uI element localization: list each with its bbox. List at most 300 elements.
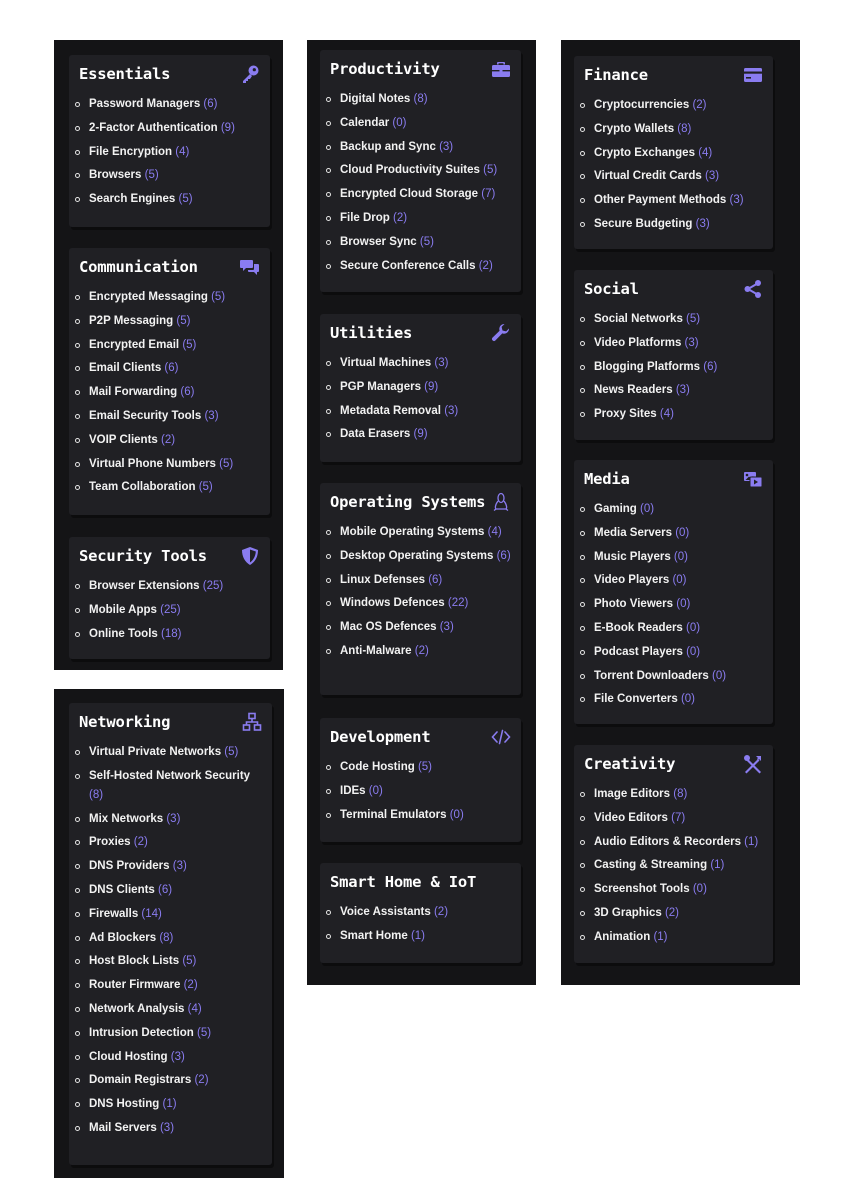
category-link-podcast-players[interactable] (579, 643, 767, 662)
category-count: (2) (133, 836, 148, 849)
credit-card-icon (743, 65, 763, 85)
category-link-e-book-readers[interactable] (579, 619, 767, 638)
category-count: (2) (478, 259, 493, 272)
category-count: (8) (673, 788, 688, 800)
card-creativity (574, 745, 773, 963)
category-link-dns-providers[interactable] (74, 857, 266, 876)
category-label: Network Analysis (89, 1002, 185, 1015)
category-label: Linux Defenses (340, 573, 425, 586)
category-link-proxies[interactable] (74, 833, 266, 852)
card-title[interactable]: Essentials (79, 65, 171, 83)
category-link-media-servers[interactable] (579, 524, 767, 543)
category-count: (3) (684, 336, 699, 349)
card-social (574, 270, 773, 440)
category-label: Secure Conference Calls (340, 259, 476, 272)
category-count: (0) (672, 574, 687, 587)
category-count: (5) (198, 481, 213, 494)
category-link-virtual-machines[interactable] (325, 354, 515, 373)
category-list (325, 523, 515, 666)
category-link-host-block-lists[interactable] (74, 952, 266, 971)
category-link-2-factor-authentication[interactable] (74, 119, 264, 138)
card-networking (69, 703, 272, 1165)
category-label: Email Clients (89, 362, 162, 375)
category-link-team-collaboration[interactable] (74, 478, 264, 497)
category-link-mobile-operating-systems[interactable] (325, 523, 515, 542)
category-link-p2p-messaging[interactable] (74, 312, 264, 331)
key-icon (240, 64, 260, 84)
category-link-voip-clients[interactable] (74, 431, 264, 450)
category-count: (1) (162, 1098, 177, 1111)
category-count: (0) (680, 693, 695, 706)
category-label: Browser Extensions (89, 580, 200, 592)
category-link-online-tools[interactable] (74, 625, 264, 644)
category-label: Virtual Machines (340, 357, 432, 369)
category-label: Terminal Emulators (340, 808, 447, 821)
card-title[interactable]: Finance (584, 66, 648, 84)
category-count: (0) (712, 669, 727, 682)
category-link-animation[interactable] (579, 928, 767, 947)
category-label: News Readers (594, 384, 673, 397)
category-count: (9) (220, 121, 235, 134)
category-count: (3) (439, 621, 454, 634)
code-icon (491, 727, 511, 747)
category-count: (5) (483, 164, 498, 177)
category-link-ides[interactable] (325, 782, 515, 801)
category-link-crypto-exchanges[interactable] (579, 144, 767, 163)
shield-icon (240, 546, 260, 566)
photo-video-icon (743, 469, 763, 489)
category-count: (3) (705, 170, 720, 183)
category-label: Cloud Hosting (89, 1050, 168, 1063)
category-count: (2) (664, 906, 680, 919)
category-label: Social Networks (594, 313, 683, 325)
category-link-browser-extensions[interactable] (74, 577, 264, 596)
chat-icon (240, 257, 260, 277)
card-title[interactable]: Productivity (330, 60, 440, 78)
category-label: Crypto Wallets (594, 122, 675, 135)
card-communication (69, 248, 270, 515)
category-label: Other Payment Methods (594, 194, 727, 207)
category-count: (5) (178, 193, 193, 206)
category-count: (5) (224, 746, 239, 758)
category-count: (3) (675, 384, 690, 397)
category-link-browser-sync[interactable] (325, 233, 515, 252)
category-link-video-players[interactable] (579, 571, 767, 590)
category-label: Anti-Malware (340, 644, 412, 657)
category-label: Host Block Lists (89, 955, 180, 968)
category-label: VOIP Clients (89, 433, 158, 446)
category-count: (3) (729, 194, 744, 207)
network-icon (242, 712, 262, 732)
category-count: (25) (202, 580, 224, 592)
category-count: (3) (170, 1050, 185, 1063)
category-list (579, 785, 767, 952)
category-link-proxy-sites[interactable] (579, 405, 767, 424)
category-label: Firewalls (89, 907, 139, 920)
category-count: (6) (158, 883, 173, 896)
category-link-code-hosting[interactable] (325, 758, 515, 777)
category-label: Password Managers (89, 98, 201, 110)
category-label: Media Servers (594, 526, 672, 539)
category-list (579, 96, 767, 239)
category-label: Screenshot Tools (594, 883, 690, 896)
category-label: Mix Networks (89, 812, 164, 825)
category-count: (4) (487, 526, 502, 538)
category-label: Browser Sync (340, 235, 417, 248)
card-smart-home-and-iot (320, 863, 521, 963)
category-count: (7) (671, 811, 686, 824)
category-link-self-hosted-network-security[interactable] (74, 767, 266, 805)
category-link-browsers[interactable] (74, 166, 264, 185)
linux-icon (491, 492, 511, 512)
category-count: (0) (676, 598, 691, 611)
category-count: (3) (434, 357, 449, 369)
category-link-password-managers[interactable] (74, 95, 264, 114)
category-label: 2-Factor Authentication (89, 121, 218, 134)
category-label: Desktop Operating Systems (340, 549, 494, 562)
card-development (320, 718, 521, 842)
category-count: (8) (159, 931, 174, 944)
card-title[interactable]: Communication (79, 258, 198, 276)
category-count: (4) (187, 1002, 202, 1015)
category-label: Video Platforms (594, 336, 682, 349)
category-link-video-editors[interactable] (579, 809, 767, 828)
category-link-file-encryption[interactable] (74, 143, 264, 162)
category-link-file-drop[interactable] (325, 209, 515, 228)
category-label: Music Players (594, 550, 671, 563)
category-link-virtual-phone-numbers[interactable] (74, 455, 264, 474)
category-link-mac-os-defences[interactable] (325, 618, 515, 637)
category-link-intrusion-detection[interactable] (74, 1024, 266, 1043)
category-label: Encrypted Cloud Storage (340, 188, 479, 201)
category-label: Mobile Apps (89, 603, 157, 616)
category-label: Email Security Tools (89, 409, 202, 422)
category-count: (1) (410, 929, 426, 942)
category-label: Self-Hosted Network Security (89, 769, 251, 782)
card-title[interactable]: Security Tools (79, 547, 207, 565)
card-utilities (320, 314, 521, 462)
category-count: (5) (219, 457, 234, 470)
category-label: Podcast Players (594, 645, 683, 658)
share-icon (743, 279, 763, 299)
category-link-screenshot-tools[interactable] (579, 880, 767, 899)
category-count: (0) (686, 621, 701, 634)
category-link-email-clients[interactable] (74, 359, 264, 378)
category-label: Video Editors (594, 811, 668, 824)
category-list (74, 743, 266, 1143)
category-link-router-firmware[interactable] (74, 976, 266, 995)
category-link-encrypted-messaging[interactable] (74, 288, 264, 307)
category-count: (5) (196, 1026, 212, 1039)
category-count: (3) (444, 404, 459, 417)
category-count: (2) (433, 906, 449, 918)
category-link-encrypted-cloud-storage[interactable] (325, 185, 515, 204)
category-label: Search Engines (89, 193, 176, 206)
category-count: (5) (144, 169, 159, 182)
category-label: Virtual Credit Cards (594, 170, 702, 183)
category-link-virtual-private-networks[interactable] (74, 743, 266, 762)
category-link-calendar[interactable] (325, 114, 515, 133)
category-label: DNS Clients (89, 883, 155, 896)
category-link-dns-clients[interactable] (74, 881, 266, 900)
category-link-windows-defences[interactable] (325, 594, 515, 613)
category-link-dns-hosting[interactable] (74, 1095, 266, 1114)
category-count: (3) (166, 812, 181, 825)
category-label: Virtual Phone Numbers (89, 457, 216, 470)
card-title[interactable]: Development (330, 728, 431, 746)
category-link-audio-editors-and-recorders[interactable] (579, 833, 767, 852)
category-label: Metadata Removal (340, 404, 441, 417)
category-link-secure-conference-calls[interactable] (325, 257, 515, 276)
category-link-ad-blockers[interactable] (74, 929, 266, 948)
category-list (74, 288, 264, 502)
category-label: Windows Defences (340, 597, 445, 610)
card-productivity (320, 50, 521, 292)
category-link-cloud-productivity-suites[interactable] (325, 161, 515, 180)
category-count: (2) (183, 979, 198, 992)
category-link-image-editors[interactable] (579, 785, 767, 804)
category-label: Digital Notes (340, 93, 411, 105)
category-list (325, 903, 515, 951)
category-label: DNS Providers (89, 860, 170, 873)
category-count: (7) (481, 188, 496, 201)
category-label: Code Hosting (340, 761, 415, 773)
category-link-cryptocurrencies[interactable] (579, 96, 767, 115)
category-link-file-converters[interactable] (579, 690, 767, 709)
category-count: (3) (172, 860, 187, 873)
category-count: (5) (182, 955, 197, 968)
category-label: Crypto Exchanges (594, 146, 695, 159)
category-count: (3) (439, 140, 454, 153)
category-count: (0) (368, 784, 383, 797)
category-count: (4) (698, 146, 713, 159)
category-link-linux-defenses[interactable] (325, 571, 515, 590)
category-label: Router Firmware (89, 979, 181, 992)
category-count: (25) (160, 603, 181, 616)
card-title[interactable]: Operating Systems (330, 493, 486, 511)
card-title[interactable]: Smart Home & IoT (330, 873, 477, 891)
category-label: Mobile Operating Systems (340, 526, 485, 538)
card-title[interactable]: Media (584, 470, 630, 488)
category-label: Backup and Sync (340, 140, 436, 153)
category-link-domain-registrars[interactable] (74, 1071, 266, 1090)
category-count: (4) (175, 145, 190, 158)
card-media (574, 460, 773, 724)
category-label: Mac OS Defences (340, 621, 437, 634)
category-label: Ad Blockers (89, 931, 157, 944)
category-label: P2P Messaging (89, 314, 174, 327)
category-link-photo-viewers[interactable] (579, 595, 767, 614)
category-count: (0) (675, 526, 690, 539)
category-link-3d-graphics[interactable] (579, 904, 767, 923)
category-link-cloud-hosting[interactable] (74, 1048, 266, 1067)
category-label: E-Book Readers (594, 621, 683, 634)
category-count: (6) (496, 549, 511, 562)
category-count: (0) (449, 808, 464, 821)
category-count: (8) (677, 122, 692, 135)
category-count: (6) (180, 386, 195, 399)
category-link-digital-notes[interactable] (325, 90, 515, 109)
category-link-terminal-emulators[interactable] (325, 806, 515, 825)
category-count: (6) (428, 573, 443, 586)
category-link-mail-forwarding[interactable] (74, 383, 264, 402)
category-count: (5) (211, 291, 226, 303)
category-count: (6) (164, 362, 179, 375)
category-label: Torrent Downloaders (594, 669, 709, 682)
category-label: Encrypted Email (89, 338, 180, 351)
category-count: (5) (417, 761, 433, 773)
category-count: (2) (414, 644, 429, 657)
category-link-data-erasers[interactable] (325, 425, 515, 444)
category-link-search-engines[interactable] (74, 190, 264, 209)
category-count: (2) (161, 433, 176, 446)
category-label: Cloud Productivity Suites (340, 164, 480, 177)
category-label: File Converters (594, 693, 678, 706)
category-link-music-players[interactable] (579, 548, 767, 567)
category-count: (1) (744, 835, 759, 848)
category-label: Mail Forwarding (89, 386, 178, 399)
briefcase-icon (491, 59, 511, 79)
category-count: (2) (194, 1074, 209, 1087)
category-count: (8) (413, 93, 428, 105)
category-count: (6) (703, 360, 718, 373)
card-title[interactable]: Creativity (584, 755, 676, 773)
category-link-virtual-credit-cards[interactable] (579, 167, 767, 186)
category-label: Virtual Private Networks (89, 746, 222, 758)
category-count: (9) (424, 380, 439, 393)
category-list (579, 500, 767, 714)
category-link-desktop-operating-systems[interactable] (325, 547, 515, 566)
category-count: (18) (161, 627, 182, 640)
category-label: Domain Registrars (89, 1074, 192, 1087)
card-title[interactable]: Utilities (330, 324, 413, 342)
category-count: (2) (393, 211, 408, 224)
category-label: PGP Managers (340, 380, 421, 393)
category-count: (3) (159, 1121, 175, 1134)
category-count: (22) (447, 597, 469, 610)
category-count: (3) (204, 409, 219, 422)
category-label: Video Players (594, 574, 670, 587)
card-essentials (69, 55, 270, 227)
card-title[interactable]: Networking (79, 713, 171, 731)
card-security-tools (69, 537, 270, 659)
category-count: (0) (686, 645, 701, 658)
category-link-mail-servers[interactable] (74, 1119, 266, 1138)
category-link-secure-budgeting[interactable] (579, 215, 767, 234)
category-label: Audio Editors & Recorders (594, 835, 741, 848)
category-link-metadata-removal[interactable] (325, 402, 515, 421)
category-label: DNS Hosting (89, 1098, 160, 1111)
category-count: (8) (89, 788, 104, 801)
category-list (74, 95, 264, 214)
category-label: Calendar (340, 116, 390, 129)
category-link-email-security-tools[interactable] (74, 407, 264, 426)
category-count: (9) (413, 428, 428, 441)
category-label: 3D Graphics (594, 906, 662, 919)
category-link-other-payment-methods[interactable] (579, 191, 767, 210)
category-link-blogging-platforms[interactable] (579, 358, 767, 377)
category-link-encrypted-email[interactable] (74, 336, 264, 355)
category-list (74, 577, 264, 648)
category-count: (3) (695, 217, 710, 230)
category-link-social-networks[interactable] (579, 310, 767, 329)
category-list (325, 758, 515, 829)
category-link-backup-and-sync[interactable] (325, 138, 515, 157)
category-label: Gaming (594, 503, 637, 515)
card-title[interactable]: Social (584, 280, 639, 298)
category-count: (0) (692, 883, 707, 896)
category-count: (6) (203, 98, 218, 110)
category-list (325, 354, 515, 449)
category-label: Encrypted Messaging (89, 291, 208, 303)
category-label: IDEs (340, 784, 366, 797)
category-label: Online Tools (89, 627, 158, 640)
category-count: (0) (673, 550, 688, 563)
category-label: Team Collaboration (89, 481, 196, 494)
category-label: Proxies (89, 836, 131, 849)
category-label: Photo Viewers (594, 598, 674, 611)
card-finance (574, 56, 773, 249)
category-list (579, 310, 767, 429)
category-label: Voice Assistants (340, 906, 431, 918)
category-link-anti-malware[interactable] (325, 642, 515, 661)
category-list (325, 90, 515, 280)
category-count: (1) (710, 859, 725, 872)
category-label: Image Editors (594, 788, 671, 800)
category-label: Blogging Platforms (594, 360, 701, 373)
category-label: Intrusion Detection (89, 1026, 194, 1039)
category-count: (5) (176, 314, 191, 327)
category-label: Casting & Streaming (594, 859, 708, 872)
category-link-pgp-managers[interactable] (325, 378, 515, 397)
category-link-firewalls[interactable] (74, 905, 266, 924)
category-label: Proxy Sites (594, 408, 657, 421)
category-count: (4) (659, 408, 674, 421)
category-label: Secure Budgeting (594, 217, 693, 230)
category-count: (5) (182, 338, 197, 351)
category-link-smart-home[interactable] (325, 927, 515, 946)
category-label: File Encryption (89, 145, 173, 158)
card-operating-systems (320, 483, 521, 695)
category-label: Browsers (89, 169, 142, 182)
category-link-casting-and-streaming[interactable] (579, 856, 767, 875)
category-link-torrent-downloaders[interactable] (579, 667, 767, 686)
category-label: Data Erasers (340, 428, 411, 441)
category-link-mix-networks[interactable] (74, 810, 266, 829)
category-label: Mail Servers (89, 1121, 157, 1134)
category-link-news-readers[interactable] (579, 381, 767, 400)
category-count: (5) (686, 313, 701, 325)
tools-icon (743, 754, 763, 774)
category-count: (0) (392, 116, 407, 129)
category-count: (0) (640, 503, 655, 515)
category-link-video-platforms[interactable] (579, 334, 767, 353)
category-link-voice-assistants[interactable] (325, 903, 515, 922)
category-label: Animation (594, 930, 651, 943)
category-label: Smart Home (340, 929, 408, 942)
category-link-crypto-wallets[interactable] (579, 120, 767, 139)
category-label: File Drop (340, 211, 390, 224)
category-link-gaming[interactable] (579, 500, 767, 519)
category-label: Cryptocurrencies (594, 99, 690, 111)
category-count: (1) (653, 930, 668, 943)
category-count: (2) (692, 99, 707, 111)
category-count: (14) (141, 907, 162, 920)
category-link-network-analysis[interactable] (74, 1000, 266, 1019)
wrench-icon (491, 323, 511, 343)
category-count: (5) (419, 235, 434, 248)
category-link-mobile-apps[interactable] (74, 601, 264, 620)
